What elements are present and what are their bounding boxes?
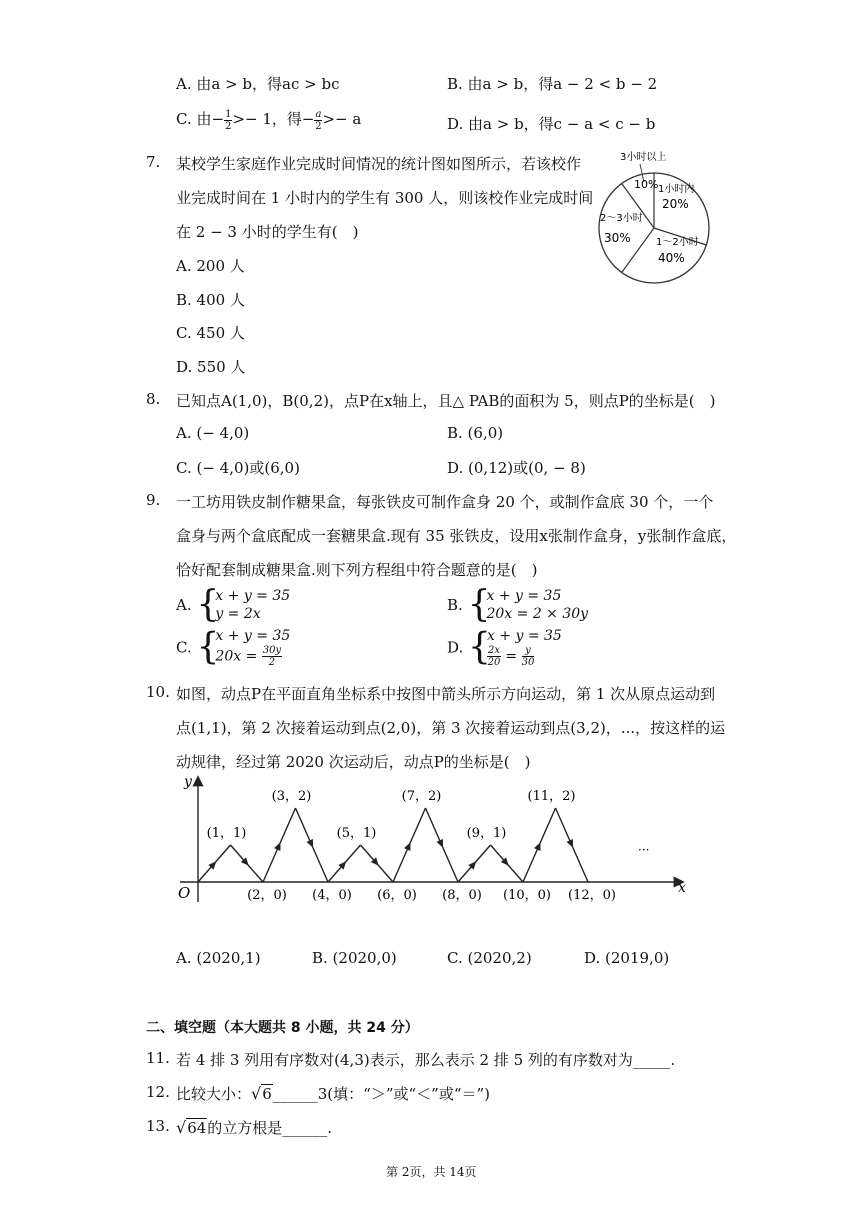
section-title-fill-in: 二、填空题（本大题共 8 小题，共 24 分） xyxy=(146,1020,419,1036)
q10-option-c: C. (2020,2) xyxy=(447,949,532,967)
q6-option-a: A. 由a > b，得ac > bc xyxy=(176,75,340,93)
q12-text: 比较大小：√6______3(填：“＞”或“＜”或“＝”) xyxy=(176,1084,491,1103)
pie-pct-1h: 20% xyxy=(662,197,689,211)
q8-option-c: C. (− 4,0)或(6,0) xyxy=(176,459,300,477)
point-label: (10，0) xyxy=(503,888,551,903)
y-axis-label: y xyxy=(184,774,192,790)
x-axis-label: x xyxy=(678,880,686,896)
q7-option-d: D. 550 人 xyxy=(176,358,246,376)
q10-option-d: D. (2019,0) xyxy=(584,949,670,967)
pie-label-3h: 3小时以上 xyxy=(620,152,667,163)
q8-option-d: D. (0,12)或(0, − 8) xyxy=(447,459,586,477)
point-label: (6，0) xyxy=(377,888,417,903)
q6-option-b: B. 由a > b，得a − 2 < b − 2 xyxy=(447,75,658,93)
q8-option-a: A. (− 4,0) xyxy=(176,424,250,442)
point-label: (9，1) xyxy=(466,826,507,841)
q12-number: 12. xyxy=(146,1083,170,1101)
q9-option-a: A. { x + y = 35 y = 2x xyxy=(176,584,291,625)
q6-option-d: D. 由a > b，得c − a < c − b xyxy=(447,115,656,133)
q10-text-line2: 点(1,1)，第 2 次接着运动到点(2,0)，第 3 次接着运动到点(3,2)，...，按这样的运 xyxy=(176,719,726,737)
point-label: (2，0) xyxy=(247,888,287,903)
q9-text-line3: 恰好配套制成糖果盒.则下列方程组中符合题意的是( ) xyxy=(176,561,538,579)
q9-option-c: C. { x + y = 35 20x = $\frac{30y}{2}$ xyxy=(176,626,291,668)
q7-option-b: B. 400 人 xyxy=(176,291,245,309)
q7-text-line1: 某校学生家庭作业完成时间情况的统计图如图所示，若该校作 xyxy=(176,155,582,173)
q6-option-c: C. 由− $\frac{1}{2}$ >− 1，得− $\frac{a}{2}$ >− a xyxy=(176,108,362,132)
point-label: (5，1) xyxy=(336,826,377,841)
path-arrow xyxy=(567,839,577,849)
path-arrow xyxy=(534,841,544,851)
q8-number: 8. xyxy=(146,390,161,408)
path-arrow xyxy=(274,841,284,851)
q7-pie-chart xyxy=(592,146,718,288)
pie-label-1h: 1小时内 xyxy=(658,184,695,195)
q10-text-line3: 动规律，经过第 2020 次运动后，动点P的坐标是( ) xyxy=(176,753,531,771)
q13-text: √64的立方根是______. xyxy=(176,1118,333,1137)
q10-number: 10. xyxy=(146,683,170,701)
pie-pct-1-2h: 40% xyxy=(658,251,685,265)
pie-label-2-3h: 2～3小时 xyxy=(600,213,643,224)
q11-number: 11. xyxy=(146,1049,170,1067)
path-arrow xyxy=(404,841,414,851)
q11-text: 若 4 排 3 列用有序数对(4,3)表示，那么表示 2 排 5 列的有序数对为_____. xyxy=(176,1051,676,1069)
q9-text-line2: 盒身与两个盒底配成一套糖果盒.现有 35 张铁皮，设用x张制作盒身，y张制作盒底， xyxy=(176,527,737,545)
pie-label-1-2h: 1～2小时 xyxy=(656,237,699,248)
origin-label: O xyxy=(178,884,191,902)
q9-text-line1: 一工坊用铁皮制作糖果盒，每张铁皮可制作盒身 20 个，或制作盒底 30 个，一个 xyxy=(176,493,714,511)
page-footer: 第 2页，共 14页 xyxy=(386,1165,477,1179)
point-label: (7，2) xyxy=(401,789,442,804)
path-arrow xyxy=(437,839,447,849)
q13-number: 13. xyxy=(146,1117,170,1135)
graph-ellipsis: ··· xyxy=(638,843,650,857)
q7-option-c: C. 450 人 xyxy=(176,324,245,342)
q7-option-a: A. 200 人 xyxy=(176,257,245,275)
point-label: (12，0) xyxy=(568,888,616,903)
q9-number: 9. xyxy=(146,491,161,509)
q7-text-line3: 在 2 − 3 小时的学生有( ) xyxy=(176,223,359,241)
q7-text-line2: 业完成时间在 1 小时内的学生有 300 人，则该校作业完成时间 xyxy=(176,189,594,207)
q10-coordinate-graph xyxy=(170,770,700,910)
point-label: (11，2) xyxy=(527,789,576,804)
q9-option-b: B. { x + y = 35 20x = 2 × 30y xyxy=(447,584,589,625)
point-label: (4，0) xyxy=(312,888,352,903)
point-label: (1，1) xyxy=(206,826,247,841)
q9-option-d: D. { x + y = 35 $\frac{2x}{20}$ = $\frac{y}{30}$ xyxy=(447,626,562,668)
q7-number: 7. xyxy=(146,153,161,171)
path-arrow xyxy=(307,839,317,849)
point-label: (3，2) xyxy=(271,789,312,804)
q10-option-b: B. (2020,0) xyxy=(312,949,397,967)
q8-option-b: B. (6,0) xyxy=(447,424,504,442)
q10-option-a: A. (2020,1) xyxy=(176,949,261,967)
point-label: (8，0) xyxy=(442,888,482,903)
q8-text: 已知点A(1,0)，B(0,2)，点P在x轴上，且△ PAB的面积为 5，则点P的坐标是( ) xyxy=(176,392,716,410)
q10-text-line1: 如图，动点P在平面直角坐标系中按图中箭头所示方向运动，第 1 次从原点运动到 xyxy=(176,685,716,703)
pie-pct-3h: 10% xyxy=(634,178,659,191)
pie-pct-2-3h: 30% xyxy=(604,231,631,245)
